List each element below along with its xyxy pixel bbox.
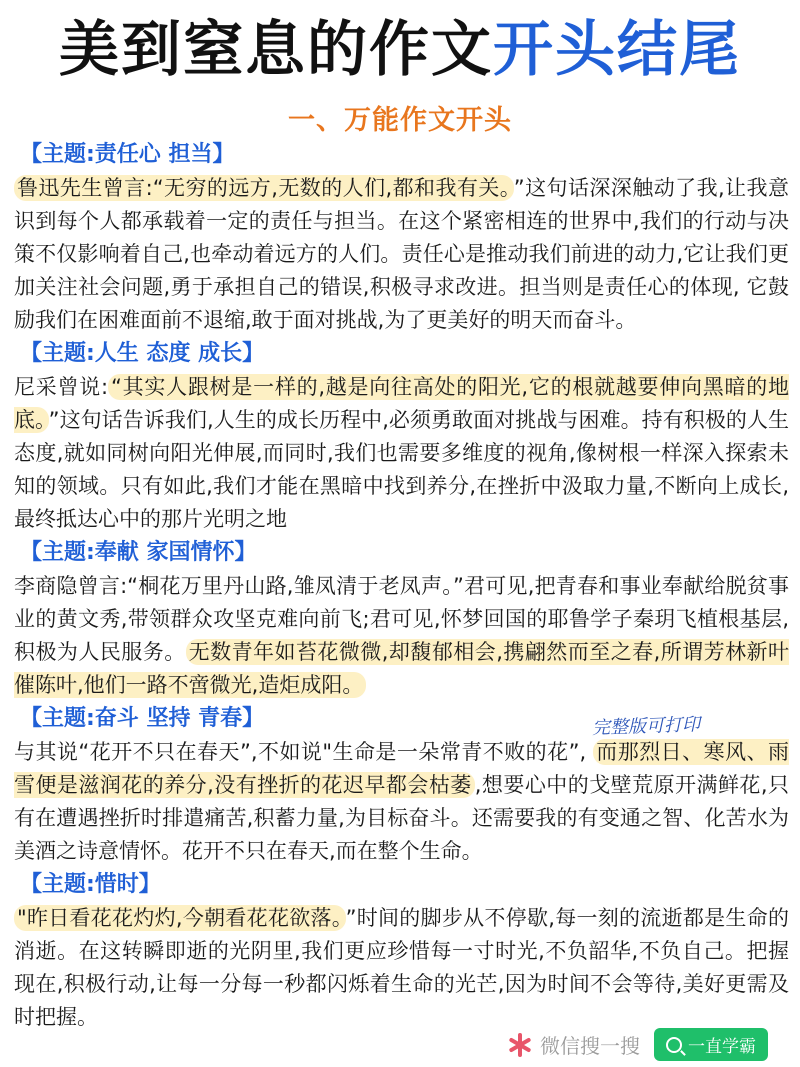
title-part1: 美到窒息的作文 (59, 15, 493, 85)
topic-paragraph: 鲁迅先生曾言:“无穷的远方,无数的人们,都和我有关。 ”这句话深深触动了我,让我意识到每个人都承载着一定的责任与担当。在这个紧密相连的世界中,我们的行动与决策不仅影响着自己,也牵动着远方的人们。责任心是推动我们前进的动力,它让我们更加关注社会问题,勇于承担自己的错误,积极寻求改进。担当则是责任心的体现, 它鼓励我们在困难面前不退缩,敢于面对挑战,为了更美好的明天而奋斗。 (14, 176, 789, 332)
topic-block-responsibility (14, 138, 789, 337)
article-content (14, 138, 789, 1034)
topic-heading: 【主题:奉献 家国情怀】 (20, 540, 257, 565)
highlight-quote: 而那烈日、寒风、雨雪便是滋润花的养分,没有挫折的花迟早都会枯萎 (14, 740, 790, 797)
account-search-button[interactable] (654, 1028, 768, 1061)
wechat-search-icon (508, 1033, 532, 1057)
section-title: 一、万能作文开头 (288, 105, 512, 136)
highlight-quote: “其实人跟树是一样的,越是向往高处的阳光,它的根就越要伸向黑暗的地底。 (14, 375, 789, 432)
wechat-search-watermark (508, 1028, 768, 1061)
account-name: 一直学霸 (688, 1037, 756, 1057)
topic-heading: 【主题:人生 态度 成长】 (20, 341, 265, 366)
topic-heading: 【主题:奋斗 坚持 青春】 (20, 706, 265, 731)
title-part2: 开头结尾 (493, 15, 741, 85)
topic-heading: 【主题:责任心 担当】 (20, 142, 235, 167)
highlight-quote: 无数青年如苔花微微,却馥郁相会,携翩然而至之春,所谓芳林新叶催陈叶,他们一路不啻微光,造炬成阳。 (14, 640, 789, 697)
search-icon (666, 1037, 682, 1053)
topic-heading: 【主题:惜时】 (20, 872, 161, 897)
search-text: 微信搜一搜 (540, 1034, 640, 1058)
highlight-quote: 鲁迅先生曾言:“无穷的远方,无数的人们,都和我有关。 (14, 175, 514, 201)
topic-block-dedication (14, 536, 789, 702)
topic-paragraph: 与其说“花开不只在春天”,不如说"生命是一朵常青不败的花”, 而那烈日、寒风、雨雪便是滋润花的养分,没有挫折的花迟早都会枯萎 ,想要心中的戈壁荒原开满鲜花,只有在遭遇挫折时排遣痛苦,积蓄力量,为目标奋斗。还需要我的有变通之智、化苦水为美酒之诗意情怀。花开不只在春天,而在整个生命。 (14, 740, 790, 863)
topic-block-time (14, 868, 789, 1034)
topic-paragraph: 尼采曾说: “其实人跟树是一样的,越是向往高处的阳光,它的根就越要伸向黑暗的地底。 ”这句话告诉我们,人生的成长历程中,必须勇敢面对挑战与困难。持有积极的人生态度,就如同树向阳光伸展,而同时,我们也需要多维度的视角,像树根一样深入探索未知的领域。只有如此,我们才能在黑暗中找到养分,在挫折中汲取力量,不断向上成长,最终抵达心中的那片光明之地 (14, 375, 789, 531)
topic-paragraph: 李商隐曾言:“桐花万里丹山路,雏凤清于老凤声。”君可见,把青春和事业奉献给脱贫事业的黄文秀,带领群众攻坚克难向前飞;君可见,怀梦回国的耶鲁学子秦玥飞植根基层,积极为人民服务。 无数青年如苔花微微,却馥郁相会,携翩然而至之春,所谓芳林新叶催陈叶,他们一路不啻微光,造炬成阳。 (14, 574, 789, 697)
topic-paragraph: "昨日看花花灼灼,今朝看花花欲落。 ”时间的脚步从不停歇,每一刻的流逝都是生命的消逝。在这转瞬即逝的光阴里,我们更应珍惜每一寸时光,不负韶华,不负自己。把握现在,积极行动,让每一分每一秒都闪烁着生命的光芒,因为时间不会等待,美好更需及时把握。 (14, 906, 789, 1029)
topic-block-life (14, 337, 789, 536)
handwritten-note: 完整版可打印 (591, 714, 701, 739)
page-title (0, 10, 800, 90)
highlight-quote: "昨日看花花灼灼,今朝看花花欲落。 (14, 905, 346, 931)
